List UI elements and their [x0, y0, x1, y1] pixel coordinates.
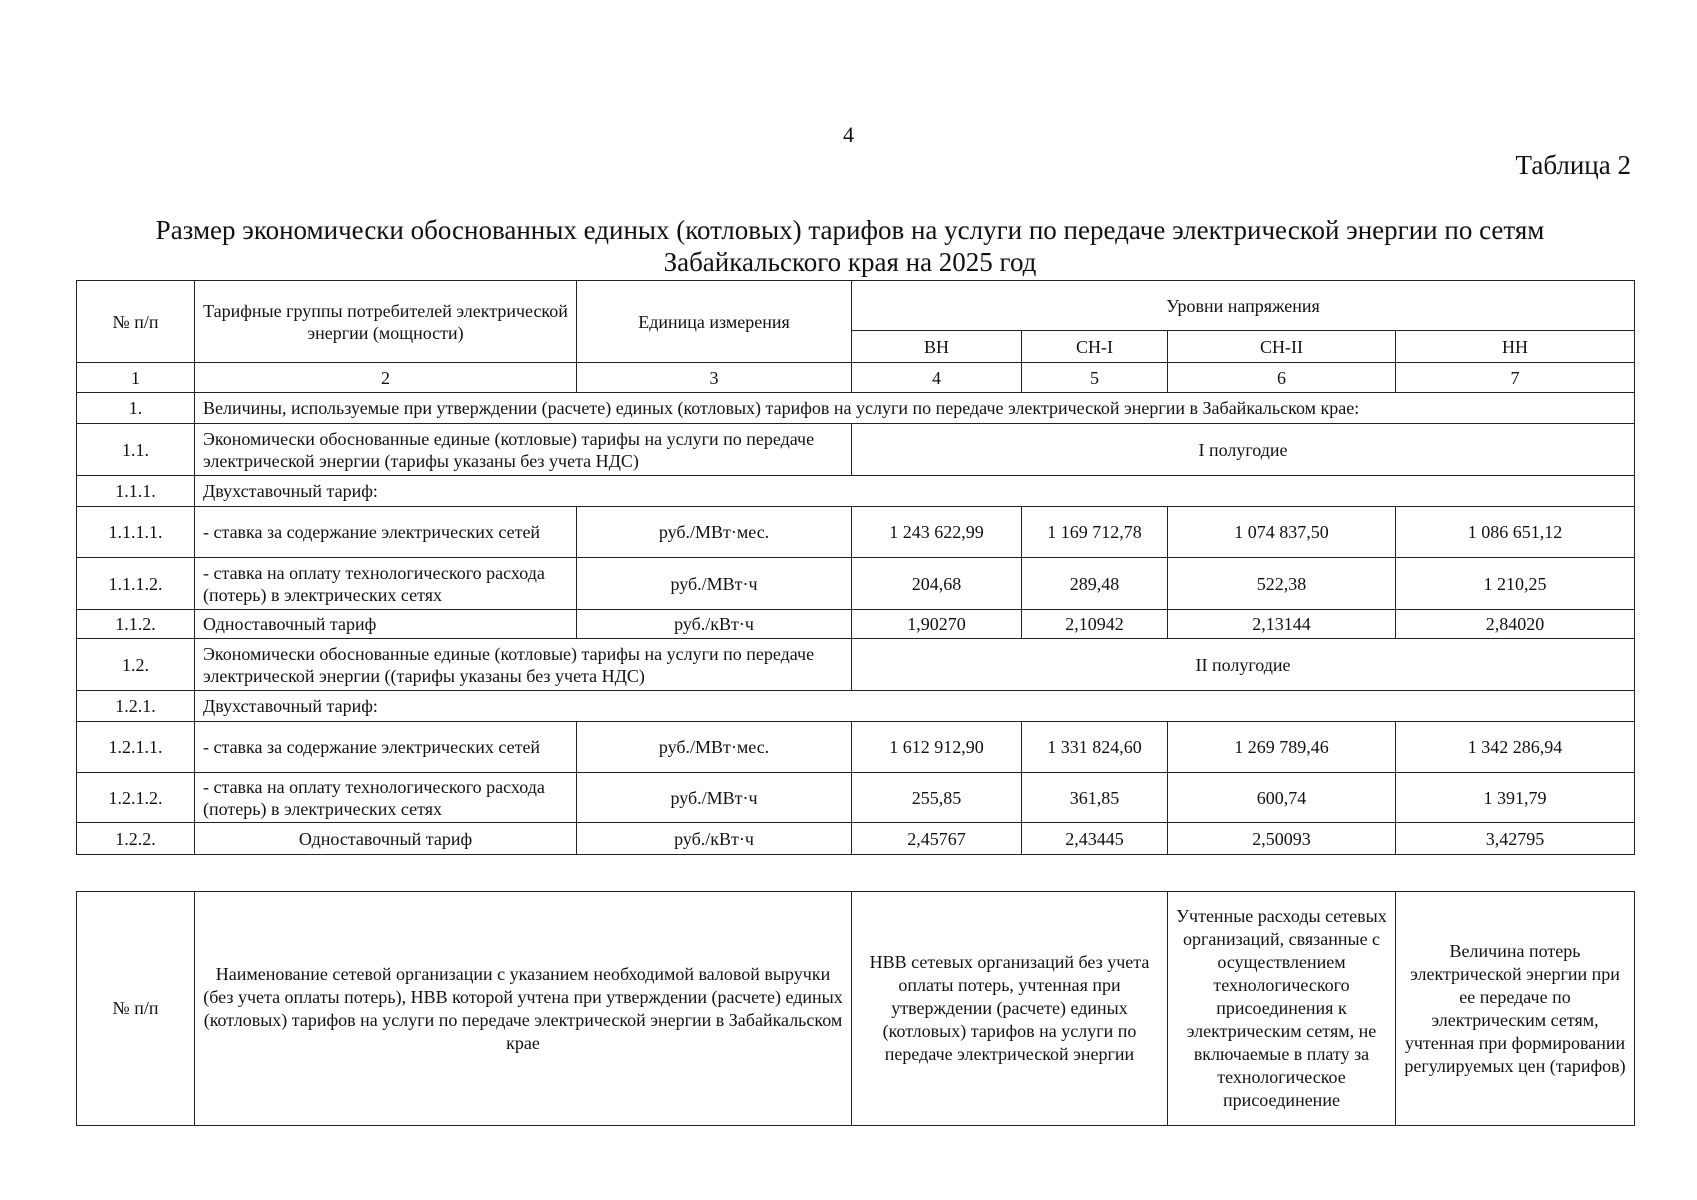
value-sn2: 2,50093 — [1168, 823, 1396, 855]
page-number: 4 — [843, 122, 854, 147]
header-nvv: НВВ сетевых организаций без учета оплаты потерь, учтенная при утверждении (расчете) единых (котловых) тарифов на услуги по передаче электрической энергии — [852, 892, 1168, 1126]
row-unit: руб./МВт·ч — [577, 773, 852, 823]
row-text: Одноставочный тариф — [195, 823, 577, 855]
value-sn1: 2,43445 — [1022, 823, 1168, 855]
value-nn: 2,84020 — [1396, 610, 1635, 639]
value-sn2: 2,13144 — [1168, 610, 1396, 639]
row-num: 1.2.2. — [77, 823, 195, 855]
value-sn2: 600,74 — [1168, 773, 1396, 823]
col-index: 2 — [195, 363, 577, 393]
row-unit: руб./кВт·ч — [577, 610, 852, 639]
value-nn: 1 342 286,94 — [1396, 722, 1635, 773]
row-unit: руб./МВт·ч — [577, 558, 852, 610]
value-sn1: 289,48 — [1022, 558, 1168, 610]
row-text: Двухставочный тариф: — [195, 691, 1635, 722]
row-num: 1.1.2. — [77, 610, 195, 639]
row-text: Одноставочный тариф — [195, 610, 577, 639]
header-sn2: СН-II — [1168, 331, 1396, 363]
value-sn2: 522,38 — [1168, 558, 1396, 610]
value-sn1: 2,10942 — [1022, 610, 1168, 639]
col-index: 6 — [1168, 363, 1396, 393]
header-groups: Тарифные группы потребителей электрической энергии (мощности) — [195, 281, 577, 363]
row-unit: руб./МВт·мес. — [577, 722, 852, 773]
tariff-table — [76, 280, 1635, 855]
period-label: II полугодие — [852, 639, 1635, 691]
value-vn: 2,45767 — [852, 823, 1022, 855]
col-index: 3 — [577, 363, 852, 393]
header-unit: Единица измерения — [577, 281, 852, 363]
value-sn2: 1 074 837,50 — [1168, 507, 1396, 558]
row-num: 1. — [77, 393, 195, 424]
header-levels: Уровни напряжения — [852, 281, 1635, 331]
col-index: 5 — [1022, 363, 1168, 393]
header-connection-costs: Учтенные расходы сетевых организаций, связанные с осуществлением технологического присоединения к электрическим сетям, не включаемые в плату за технологическое присоединение — [1168, 892, 1396, 1126]
row-num: 1.1.1.2. — [77, 558, 195, 610]
row-text: - ставка на оплату технологического расхода (потерь) в электрических сетях — [195, 558, 577, 610]
row-num: 1.1. — [77, 424, 195, 476]
value-sn1: 1 169 712,78 — [1022, 507, 1168, 558]
row-unit: руб./МВт·мес. — [577, 507, 852, 558]
row-num: 1.1.1. — [77, 476, 195, 507]
row-text: - ставка на оплату технологического расхода (потерь) в электрических сетях — [195, 773, 577, 823]
row-num: 1.1.1.1. — [77, 507, 195, 558]
header-num: № п/п — [77, 892, 195, 1126]
header-nn: НН — [1396, 331, 1635, 363]
value-nn: 1 210,25 — [1396, 558, 1635, 610]
row-text: Двухставочный тариф: — [195, 476, 1635, 507]
header-losses: Величина потерь электрической энергии при ее передаче по электрическим сетям, учтенная при формировании регулируемых цен (тарифов) — [1396, 892, 1635, 1126]
row-text: Экономически обоснованные единые (котловые) тарифы на услуги по передаче электрической энергии ((тарифы указаны без учета НДС) — [195, 639, 852, 691]
table-label: Таблица 2 — [1515, 150, 1631, 180]
document-title: Размер экономически обоснованных единых (котловых) тарифов на услуги по передаче электрической энергии по сетям Забайкальского края на 2025 год — [155, 215, 1545, 277]
section-heading: Величины, используемые при утверждении (расчете) единых (котловых) тарифов на услуги по передаче электрической энергии в Забайкальском крае: — [195, 393, 1635, 424]
row-text: - ставка за содержание электрических сетей — [195, 722, 577, 773]
value-nn: 1 391,79 — [1396, 773, 1635, 823]
header-organization-name: Наименование сетевой организации с указанием необходимой валовой выручки (без учета оплаты потерь), НВВ которой учтена при утверждении (расчете) единых (котловых) тарифов на услуги по передаче электрической энергии в Забайкальском крае — [195, 892, 852, 1126]
row-num: 1.2. — [77, 639, 195, 691]
row-text: - ставка за содержание электрических сетей — [195, 507, 577, 558]
network-organizations-table — [76, 891, 1635, 1126]
row-num: 1.2.1.2. — [77, 773, 195, 823]
value-sn2: 1 269 789,46 — [1168, 722, 1396, 773]
value-vn: 1 612 912,90 — [852, 722, 1022, 773]
header-num: № п/п — [77, 281, 195, 363]
header-vn: ВН — [852, 331, 1022, 363]
value-sn1: 361,85 — [1022, 773, 1168, 823]
col-index: 4 — [852, 363, 1022, 393]
value-sn1: 1 331 824,60 — [1022, 722, 1168, 773]
col-index: 7 — [1396, 363, 1635, 393]
row-unit: руб./кВт·ч — [577, 823, 852, 855]
value-vn: 1 243 622,99 — [852, 507, 1022, 558]
value-nn: 1 086 651,12 — [1396, 507, 1635, 558]
header-sn1: СН-I — [1022, 331, 1168, 363]
value-vn: 255,85 — [852, 773, 1022, 823]
value-vn: 1,90270 — [852, 610, 1022, 639]
row-text: Экономически обоснованные единые (котловые) тарифы на услуги по передаче электрической энергии (тарифы указаны без учета НДС) — [195, 424, 852, 476]
row-num: 1.2.1. — [77, 691, 195, 722]
period-label: I полугодие — [852, 424, 1635, 476]
col-index: 1 — [77, 363, 195, 393]
row-num: 1.2.1.1. — [77, 722, 195, 773]
value-vn: 204,68 — [852, 558, 1022, 610]
value-nn: 3,42795 — [1396, 823, 1635, 855]
